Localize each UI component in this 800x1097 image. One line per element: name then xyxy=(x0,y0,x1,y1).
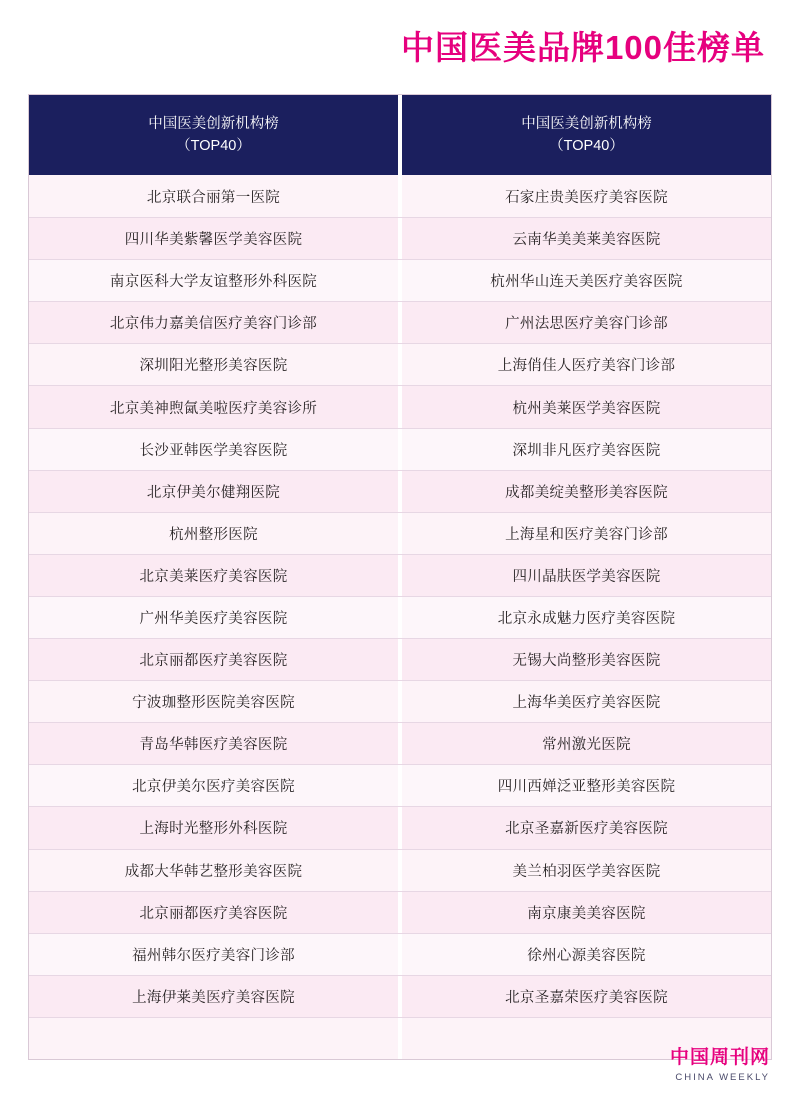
table-cell-left: 北京伟力嘉美信医疗美容门诊部 xyxy=(109,316,318,333)
table-row xyxy=(29,1017,771,1059)
column-header-left-line2: （TOP40） xyxy=(176,138,251,154)
table-row xyxy=(29,428,771,470)
table-cell-left: 北京丽都医疗美容医院 xyxy=(139,653,288,670)
site-logo xyxy=(670,1047,770,1083)
table-cell-right: 杭州美莱医学美容医院 xyxy=(512,400,661,417)
table-cell-right: 广州法思医疗美容门诊部 xyxy=(505,316,668,333)
table-cell-right: 徐州心源美容医院 xyxy=(527,947,646,964)
table-row xyxy=(29,343,771,385)
table-cell-left: 南京医科大学友谊整形外科医院 xyxy=(109,274,318,291)
title-bar xyxy=(0,0,800,94)
table-cell-right: 上海华美医疗美容医院 xyxy=(512,695,661,712)
table-row xyxy=(29,764,771,806)
table-row xyxy=(29,806,771,848)
table-cell-left: 北京伊美尔健翔医院 xyxy=(146,484,281,501)
table-cell-left: 四川华美紫馨医学美容医院 xyxy=(124,232,303,249)
table-row xyxy=(29,301,771,343)
table-row xyxy=(29,596,771,638)
table-row xyxy=(29,680,771,722)
table-row xyxy=(29,933,771,975)
table-cell-right: 成都美绽美整形美容医院 xyxy=(505,484,668,501)
table-cell-right: 深圳非凡医疗美容医院 xyxy=(512,442,661,459)
column-header-left xyxy=(29,95,398,175)
site-logo-cn: 中国周刊网 xyxy=(669,1047,770,1069)
table-cell-left: 宁波珈整形医院美容医院 xyxy=(132,695,295,712)
table-cell-left: 福州韩尔医疗美容门诊部 xyxy=(132,947,295,964)
table-cell-right: 四川晶肤医学美容医院 xyxy=(512,568,661,585)
table-row xyxy=(29,512,771,554)
page-title: 中国医美品牌100佳榜单 xyxy=(400,28,765,66)
table-row xyxy=(29,638,771,680)
column-header-right-line1: 中国医美创新机构榜 xyxy=(521,115,652,132)
table-row xyxy=(29,849,771,891)
table-row xyxy=(29,217,771,259)
column-header-right xyxy=(402,95,771,175)
table-cell-right: 云南华美美莱美容医院 xyxy=(512,232,661,249)
table-row xyxy=(29,975,771,1017)
table-cell-right: 四川西婵泛亚整形美容医院 xyxy=(497,779,676,796)
table-row xyxy=(29,722,771,764)
table-cell-right: 北京永成魅力医疗美容医院 xyxy=(497,610,676,627)
table-cell-right: 南京康美美容医院 xyxy=(527,905,646,922)
table-cell-right: 杭州华山连天美医疗美容医院 xyxy=(490,274,683,291)
table-cell-left xyxy=(29,1018,398,1059)
ranking-table xyxy=(28,94,772,1060)
table-cell-left: 上海时光整形外科医院 xyxy=(139,821,288,838)
table-cell-right: 北京圣嘉荣医疗美容医院 xyxy=(505,989,668,1006)
table-cell-right: 常州激光医院 xyxy=(542,737,631,754)
table-cell-left: 北京联合丽第一医院 xyxy=(146,189,281,206)
table-cell-right: 上海俏佳人医疗美容门诊部 xyxy=(497,358,676,375)
table-cell-left: 北京丽都医疗美容医院 xyxy=(139,905,288,922)
table-cell-left: 北京伊美尔医疗美容医院 xyxy=(132,779,295,796)
table-cell-left: 青岛华韩医疗美容医院 xyxy=(139,737,288,754)
table-cell-left: 长沙亚韩医学美容医院 xyxy=(139,442,288,459)
table-cell-left: 深圳阳光整形美容医院 xyxy=(139,358,288,375)
table-cell-right: 石家庄贵美医疗美容医院 xyxy=(505,189,668,206)
table-body xyxy=(29,175,771,1059)
table-row xyxy=(29,554,771,596)
table-cell-left: 上海伊莱美医疗美容医院 xyxy=(132,989,295,1006)
table-row xyxy=(29,470,771,512)
table-row xyxy=(29,891,771,933)
table-cell-right: 北京圣嘉新医疗美容医院 xyxy=(505,821,668,838)
site-logo-en: CHINA WEEKLY xyxy=(675,1072,770,1083)
table-row xyxy=(29,175,771,217)
table-cell-left: 北京美神煦氤美啦医疗美容诊所 xyxy=(109,400,318,417)
table-row xyxy=(29,385,771,427)
table-cell-right: 美兰柏羽医学美容医院 xyxy=(512,863,661,880)
table-cell-right: 上海星和医疗美容门诊部 xyxy=(505,526,668,543)
table-row xyxy=(29,259,771,301)
table-cell-right: 无锡大尚整形美容医院 xyxy=(512,653,661,670)
table-cell-left: 杭州整形医院 xyxy=(169,526,258,543)
table-header-row xyxy=(29,95,771,175)
table-cell-left: 成都大华韩艺整形美容医院 xyxy=(124,863,303,880)
column-header-right-line2: （TOP40） xyxy=(549,138,624,154)
table-cell-left: 北京美莱医疗美容医院 xyxy=(139,568,288,585)
table-cell-left: 广州华美医疗美容医院 xyxy=(139,610,288,627)
column-header-left-line1: 中国医美创新机构榜 xyxy=(148,115,279,132)
